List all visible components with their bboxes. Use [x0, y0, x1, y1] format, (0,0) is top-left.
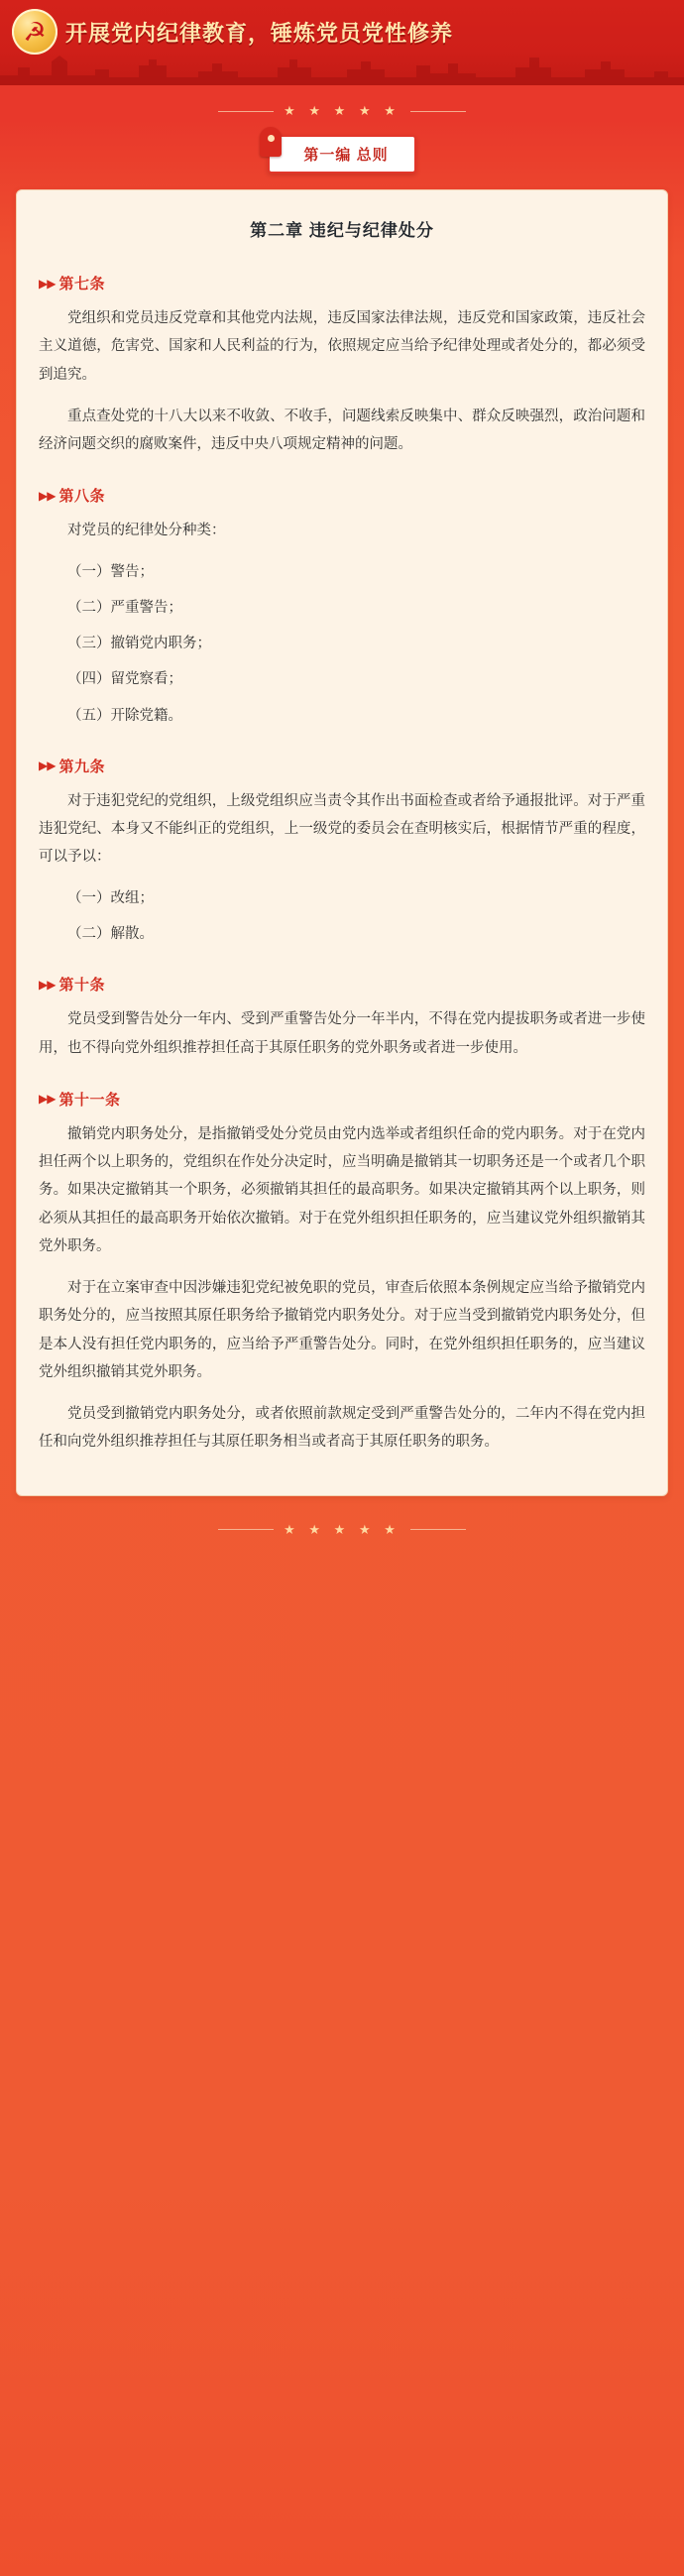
article-block	[39, 756, 645, 952]
arrow-marker-icon: ▶▶	[39, 759, 56, 773]
party-emblem-icon: ☭	[12, 9, 57, 55]
article-heading	[39, 974, 645, 995]
footer-bar	[0, 1548, 684, 1566]
article-block	[39, 273, 645, 463]
article-list-item: （一）警告；	[67, 563, 154, 580]
article-paragraph: 对党员的纪律处分种类：	[67, 523, 226, 539]
divider-line-left	[218, 1529, 274, 1530]
article-paragraph: 党组织和党员违反党章和其他党内法规，违反国家法律法规，违反党和国家政策，违反社会主义道德，危害党、国家和人民利益的行为，依照规定应当给予纪律处理或者处分的，都必须受到追究。	[39, 310, 645, 383]
article-title: 第七条	[58, 276, 105, 293]
article-heading	[39, 273, 645, 293]
article-list-item: （四）留党察看；	[67, 671, 182, 688]
article-title: 第十条	[58, 977, 105, 995]
arrow-marker-icon: ▶▶	[39, 488, 56, 503]
star-divider-top	[0, 85, 684, 125]
article-list-item: （一）改组；	[67, 889, 154, 906]
article-title: 第九条	[58, 758, 105, 775]
article-list-item: （三）撤销党内职务；	[67, 636, 211, 652]
article-paragraph: 撤销党内职务处分，是指撤销受处分党员由党内选举或者组织任命的党内职务。对于在党内担任两个以上职务的，党组织在作处分决定时，应当明确是撤销其一切职务还是一个或者几个职务。如果决定撤销其一个职务，必须撤销其担任的最高职务。如果决定撤销其两个以上职务，则必须从其担任的最高职务开始依次撤销。对于在党外组织担任职务的，应当建议党外组织撤销其党外职务。	[39, 1125, 645, 1254]
article-list-item: （二）解散。	[67, 925, 154, 942]
banner-title: 开展党内纪律教育，锤炼党员党性修养	[65, 20, 454, 46]
article-title: 第八条	[58, 488, 105, 506]
article-block	[39, 1089, 645, 1462]
divider-line-left	[218, 111, 274, 112]
article-title: 第十一条	[58, 1091, 121, 1109]
section-ribbon-label: 第一编 总则	[303, 147, 389, 164]
header-banner	[0, 0, 684, 85]
arrow-marker-icon: ▶▶	[39, 977, 56, 992]
article-heading	[39, 485, 645, 506]
divider-line-right	[410, 111, 466, 112]
article-paragraph: 党员受到警告处分一年内、受到严重警告处分一年半内，不得在党内提拔职务或者进一步使用，也不得向党外组织推荐担任高于其原任职务的党外职务或者进一步使用。	[39, 1011, 645, 1056]
bookmark-pin-icon	[260, 127, 282, 157]
star-divider-bottom	[0, 1496, 684, 1548]
arrow-marker-icon: ▶▶	[39, 276, 56, 291]
article-paragraph: 对于在立案审查中因涉嫌违犯党纪被免职的党员，审查后依照本条例规定应当给予撤销党内职务处分的，应当按照其原任职务给予撤销党内职务处分。对于应当受到撤销党内职务处分，但是本人没有担任党内职务的，应当给予严重警告处分。同时，在党外组织担任职务的，应当建议党外组织撤销其党外职务。	[39, 1280, 645, 1380]
article-heading	[39, 756, 645, 776]
divider-line-right	[410, 1529, 466, 1530]
article-paragraph: 重点查处党的十八大以来不收敛、不收手，问题线索反映集中、群众反映强烈，政治问题和经济问题交织的腐败案件，违反中央八项规定精神的问题。	[39, 408, 645, 453]
content-card	[16, 189, 668, 1496]
article-block	[39, 485, 645, 734]
divider-stars: ★ ★ ★ ★ ★	[284, 103, 400, 118]
section-ribbon	[268, 135, 415, 174]
article-paragraph: 党员受到撤销党内职务处分，或者依照前款规定受到严重警告处分的，二年内不得在党内担任和向党外组织推荐担任与其原任职务相当或者高于其原任职务的职务。	[39, 1406, 645, 1451]
article-list-item: （五）开除党籍。	[67, 707, 182, 724]
arrow-marker-icon: ▶▶	[39, 1092, 56, 1107]
article-block	[39, 974, 645, 1067]
article-list-item: （二）严重警告；	[67, 599, 182, 616]
section-ribbon-wrap	[0, 125, 684, 189]
divider-stars: ★ ★ ★ ★ ★	[284, 1521, 400, 1537]
article-heading	[39, 1089, 645, 1110]
article-paragraph: 对于违犯党纪的党组织，上级党组织应当责令其作出书面检查或者给予通报批评。对于严重违犯党纪、本身又不能纠正的党组织，上一级党的委员会在查明核实后，根据情节严重的程度，可以予以：	[39, 792, 645, 866]
chapter-title: 第二章 违纪与纪律处分	[250, 221, 434, 240]
